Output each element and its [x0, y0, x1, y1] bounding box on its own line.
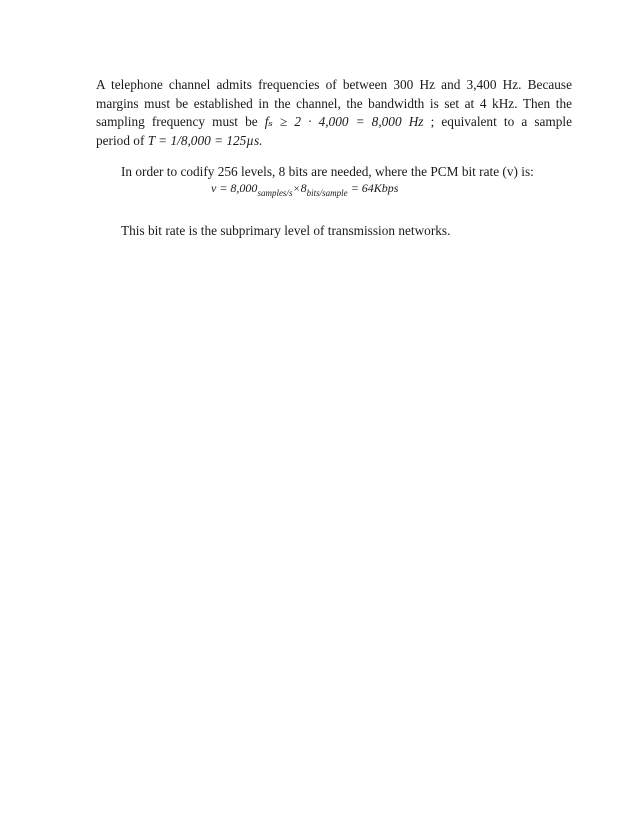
- multiply-sign: ×: [293, 183, 300, 195]
- paragraph-line: [96, 113, 572, 132]
- text-span: sampling frequency must be: [96, 114, 258, 129]
- formula-lhs: v = 8,000: [211, 181, 258, 195]
- bit-rate-formula: [211, 181, 398, 198]
- sampling-frequency-equation: fₛ ≥ 2 · 4,000 = 8,000 Hz: [264, 114, 424, 129]
- sample-period-equation: T = 1/8,000 = 125µs.: [147, 132, 263, 148]
- paragraph-pcm-intro: In order to codify 256 levels, 8 bits are needed, where the PCM bit rate (v) is:: [121, 164, 534, 179]
- text-span: ; equivalent to a sample: [430, 114, 572, 129]
- formula-rhs: = 64Kbps: [350, 181, 399, 195]
- formula-factor: 8: [300, 181, 307, 195]
- paragraph-line: margins must be established in the channel, the bandwidth is set at 4 kHz. Then the: [96, 95, 572, 111]
- paragraph-line: [96, 132, 572, 151]
- text-span: period of: [96, 132, 145, 148]
- formula-unit-bits: bits/sample: [306, 188, 348, 198]
- formula-unit-samples: samples/s: [257, 188, 293, 198]
- paragraph-sampling: [96, 76, 572, 150]
- paragraph-conclusion: This bit rate is the subprimary level of transmission networks.: [121, 223, 451, 238]
- paragraph-line: A telephone channel admits frequencies of between 300 Hz and 3,400 Hz. Because: [96, 77, 572, 92]
